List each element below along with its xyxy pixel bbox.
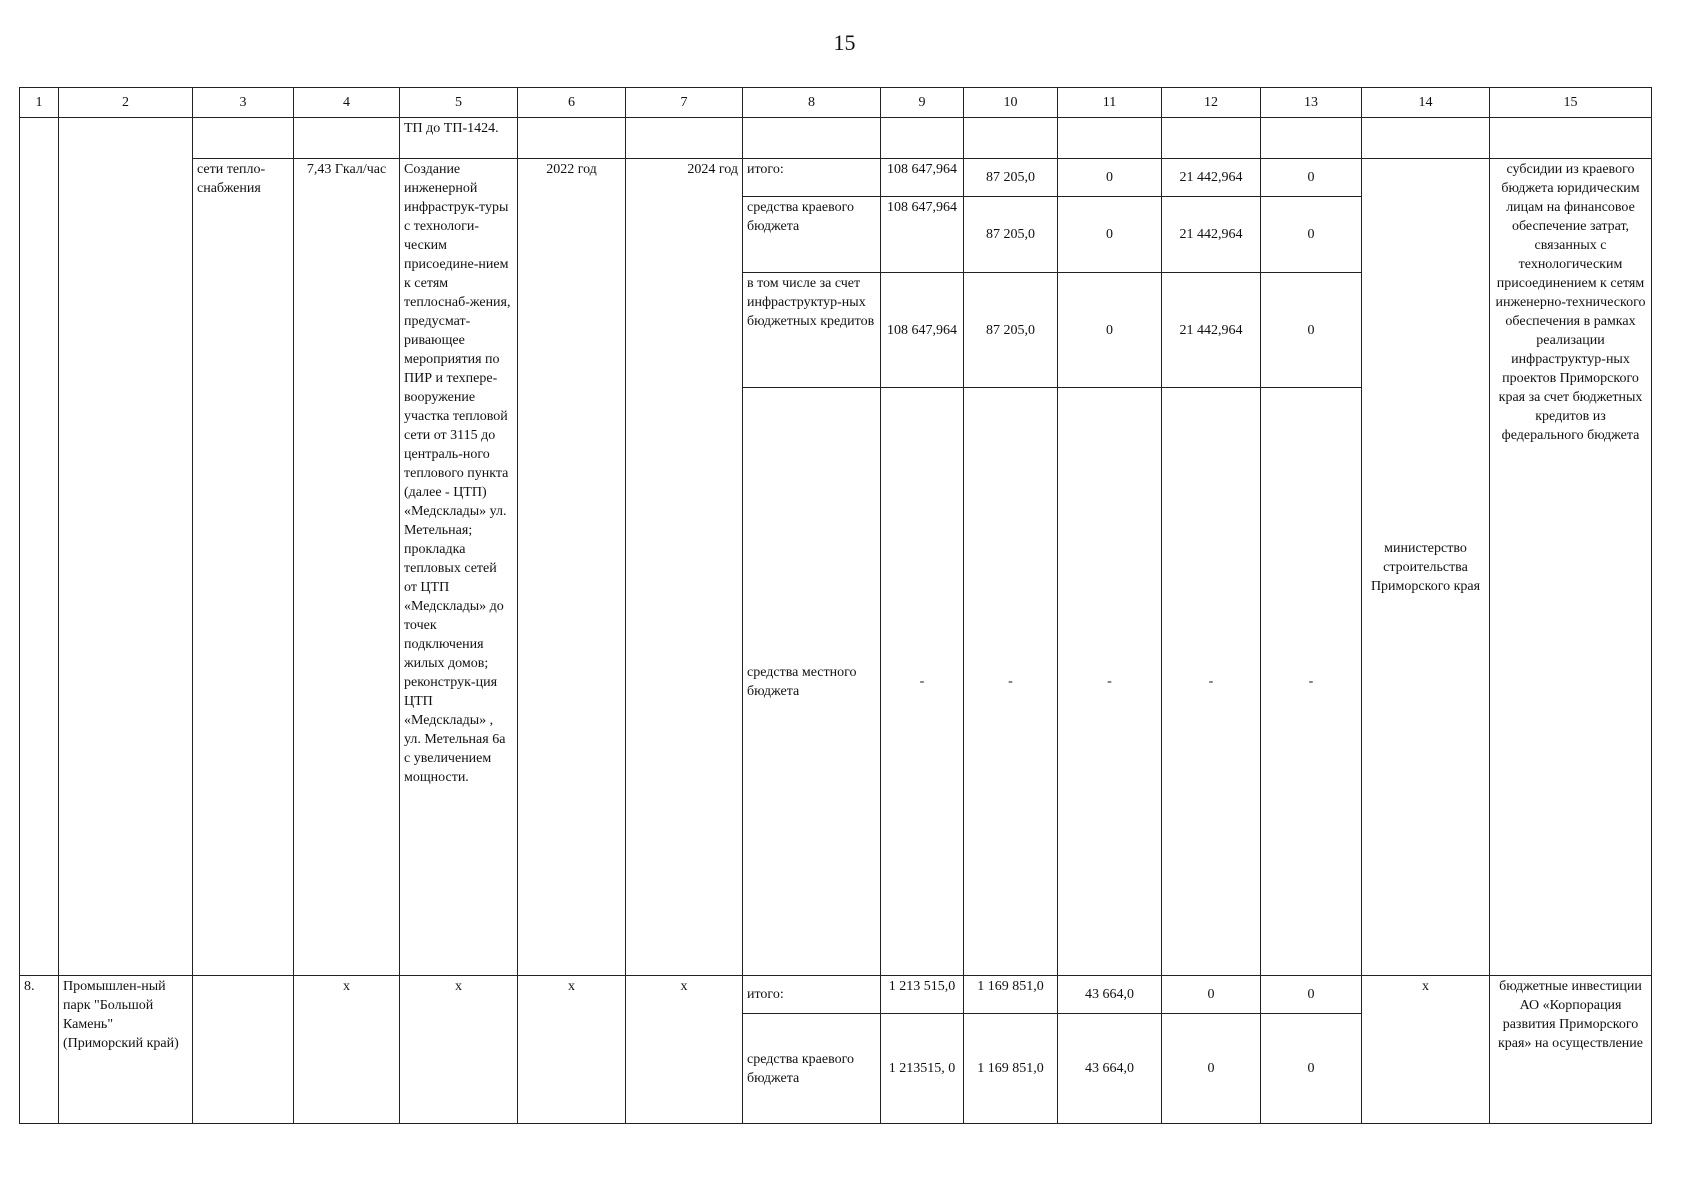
cell-responsible: х [1362, 976, 1490, 1124]
cell [964, 118, 1058, 159]
cell-object-desc: х [400, 976, 518, 1124]
cell-start-year: х [518, 976, 626, 1124]
col-header: 11 [1058, 88, 1162, 118]
cell-value: 0 [1261, 273, 1362, 388]
cell-value: 0 [1261, 159, 1362, 197]
cell-value: 0 [1162, 1014, 1261, 1124]
page-number: 15 [833, 30, 856, 55]
cell-value: 0 [1261, 1014, 1362, 1124]
cell [193, 118, 294, 159]
cell [20, 118, 59, 976]
cell-value: 0 [1261, 976, 1362, 1014]
cell-source-label: итого: [743, 159, 881, 197]
cell-value: 1 169 851,0 [964, 1014, 1058, 1124]
cell-value: 21 442,964 [1162, 197, 1261, 273]
col-header: 9 [881, 88, 964, 118]
cell [743, 118, 881, 159]
cell-source-label: итого: [743, 976, 881, 1014]
cell-value: 87 205,0 [964, 273, 1058, 388]
col-header: 14 [1362, 88, 1490, 118]
cell [294, 118, 400, 159]
cell [59, 118, 193, 976]
cell-value: - [881, 388, 964, 976]
col-header: 2 [59, 88, 193, 118]
col-header: 5 [400, 88, 518, 118]
col-header: 15 [1490, 88, 1652, 118]
col-header: 4 [294, 88, 400, 118]
cell-value: 108 647,964 [881, 197, 964, 273]
col-header: 1 [20, 88, 59, 118]
col-header: 12 [1162, 88, 1261, 118]
cell-source-label: средства краевого бюджета [743, 1014, 881, 1124]
cell [1058, 118, 1162, 159]
cell-end-year: 2024 год [626, 159, 743, 976]
cell-funding-form: субсидии из краевого бюджета юридическим лицам на финансовое обеспечение затрат, связанных с технологическим присоединением к сетям инженерно-технического обеспечения в рамках реализации инфраструктур-ных проектов Приморского края за счет бюджетных кредитов из федерального бюджета [1490, 159, 1652, 976]
cell-object-desc: Создание инженерной инфраструк-туры с технологи-ческим присоедине-нием к сетям теплоснаб-жения, предусмат-ривающее мероприятия по ПИР и техпере-вооружение участка тепловой сети от 3115 до централь-ного теплового пункта (далее - ЦТП) «Медсклады» ул. Метельная; прокладка тепловых сетей от ЦТП «Медсклады» до точек подключения жилых домов; реконструк-ция ЦТП «Медсклады» , ул. Метельная 6а с увеличением мощности. [400, 159, 518, 976]
cell [1490, 118, 1652, 159]
cell [518, 118, 626, 159]
cell-value: 1 169 851,0 [964, 976, 1058, 1014]
cell-capacity: х [294, 976, 400, 1124]
cell-value: 0 [1058, 273, 1162, 388]
cell-end-year: х [626, 976, 743, 1124]
cell-value: 0 [1058, 159, 1162, 197]
cell-value: 87 205,0 [964, 159, 1058, 197]
col-header: 7 [626, 88, 743, 118]
cell-object-name: Промышлен-ный парк "Большой Камень" (Приморский край) [59, 976, 193, 1124]
cell-row-number: 8. [20, 976, 59, 1124]
table-row [20, 159, 1652, 197]
cell [626, 118, 743, 159]
cell-value: 0 [1261, 197, 1362, 273]
col-header: 3 [193, 88, 294, 118]
col-header: 10 [964, 88, 1058, 118]
cell-source-label: средства местного бюджета [743, 388, 881, 976]
cell-value: - [1261, 388, 1362, 976]
budget-table [19, 87, 1652, 1124]
table-row [20, 976, 1652, 1014]
cell-value: 1 213515, 0 [881, 1014, 964, 1124]
table-row [20, 118, 1652, 159]
cell [1261, 118, 1362, 159]
cell-value: 0 [1162, 976, 1261, 1014]
cell-funding-form: бюджетные инвестиции АО «Корпорация развития Приморского края» на осуществление [1490, 976, 1652, 1124]
cell [881, 118, 964, 159]
cell-network-type: сети тепло-снабжения [193, 159, 294, 976]
cell [1362, 118, 1490, 159]
col-header: 13 [1261, 88, 1362, 118]
cell-value: 87 205,0 [964, 197, 1058, 273]
header-row [20, 88, 1652, 118]
col-header: 6 [518, 88, 626, 118]
cell-object-desc: ТП до ТП-1424. [400, 118, 518, 159]
cell [193, 976, 294, 1124]
cell-value: - [1058, 388, 1162, 976]
cell-capacity: 7,43 Гкал/час [294, 159, 400, 976]
cell-value: 43 664,0 [1058, 976, 1162, 1014]
cell-responsible: министерство строительства Приморского края [1362, 159, 1490, 976]
cell-value: 108 647,964 [881, 159, 964, 197]
cell-source-label: средства краевого бюджета [743, 197, 881, 273]
cell-value: - [964, 388, 1058, 976]
cell-value: 108 647,964 [881, 273, 964, 388]
col-header: 8 [743, 88, 881, 118]
cell-start-year: 2022 год [518, 159, 626, 976]
cell-value: 0 [1058, 197, 1162, 273]
cell-value: 43 664,0 [1058, 1014, 1162, 1124]
cell-value: 21 442,964 [1162, 159, 1261, 197]
cell [1162, 118, 1261, 159]
cell-value: 21 442,964 [1162, 273, 1261, 388]
cell-source-label: в том числе за счет инфраструктур-ных бюджетных кредитов [743, 273, 881, 388]
cell-value: 1 213 515,0 [881, 976, 964, 1014]
cell-value: - [1162, 388, 1261, 976]
